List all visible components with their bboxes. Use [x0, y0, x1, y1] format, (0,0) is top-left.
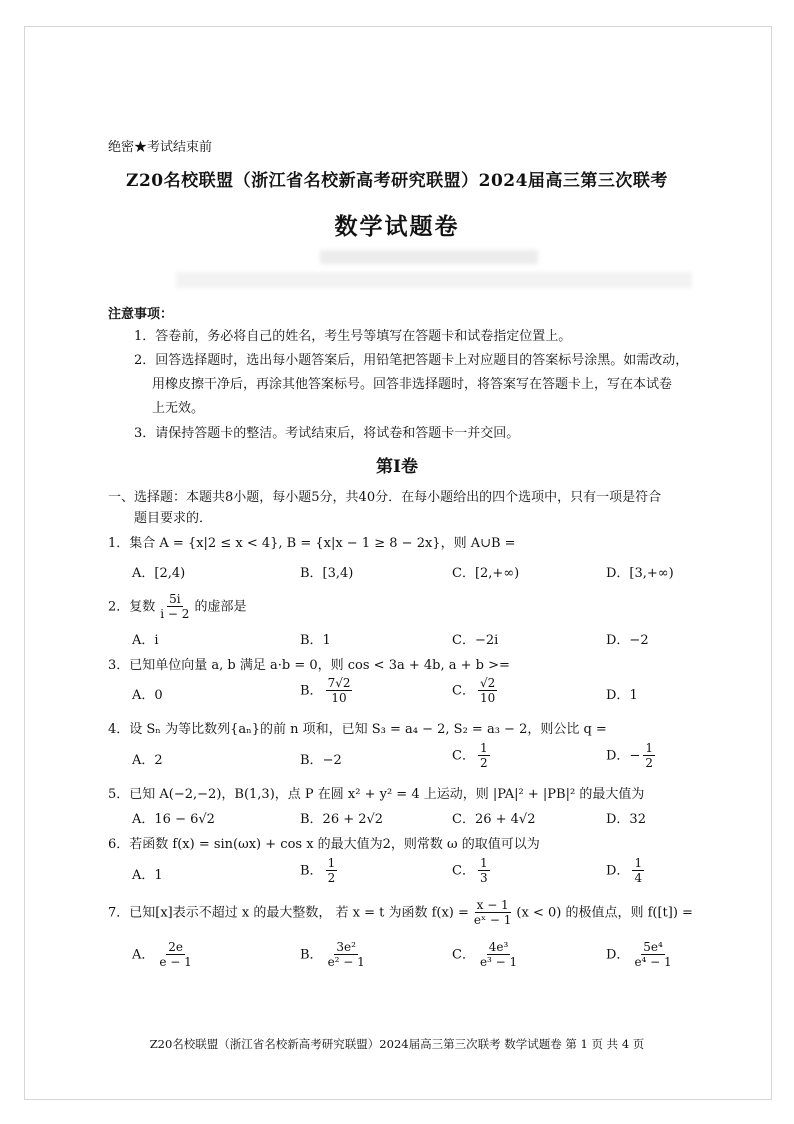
option-label: D．	[606, 947, 630, 963]
option-d: D．−2	[606, 633, 649, 648]
fraction	[326, 676, 353, 706]
option-c	[452, 940, 522, 970]
section-heading: 一、选择题：本题共8小题，每小题5分，共40分．在每小题给出的四个选项中，只有一项是符合	[108, 490, 662, 505]
scan-smudge	[320, 250, 538, 264]
question-stem: 4．设 Sₙ 为等比数列{aₙ}的前 n 项和，已知 S₃ = a₄ − 2, S₂ = a₃ − 2，则公比 q =	[108, 722, 607, 737]
option-c	[452, 856, 493, 886]
fraction-numerator: 4e³	[488, 940, 509, 954]
option-c: C．26 + 4√2	[452, 812, 536, 827]
option-d: D．[3,+∞)	[606, 566, 674, 581]
fraction	[158, 592, 191, 622]
option-d	[606, 684, 638, 703]
fraction-numerator: 5e⁴	[643, 940, 663, 954]
option-value: 2	[154, 753, 163, 768]
fraction-numerator: 5i	[169, 592, 181, 606]
option-c	[452, 741, 493, 771]
option-value: −2	[322, 753, 342, 768]
option-d: D．32	[606, 812, 646, 827]
fraction-numerator: 1	[327, 856, 336, 870]
option-a: A．i	[132, 633, 159, 648]
option-a: A．[2,4)	[132, 566, 186, 581]
option-label: A．	[132, 868, 155, 883]
option-b	[300, 676, 355, 706]
option-label: C．	[452, 863, 475, 879]
option-value: 1	[629, 688, 638, 703]
fraction-numerator: x − 1	[476, 898, 509, 912]
question-stem	[108, 898, 693, 928]
page-footer: Z20名校联盟（浙江省名校新高考研究联盟）2024届高三第三次联考 数学试题卷 第 1 页 共 4 页	[149, 1037, 645, 1051]
option-a	[132, 864, 163, 883]
note-item: 用橡皮擦干净后，再涂其他答案标号。回答非选择题时，将答案写在答题卡上，写在本试卷	[152, 377, 673, 392]
option-label: B．	[300, 863, 323, 879]
fraction-numerator: 3e²	[336, 940, 356, 954]
option-value: 0	[154, 688, 163, 703]
option-value: 1	[154, 868, 163, 883]
option-label: D．	[606, 863, 630, 879]
fraction	[478, 741, 490, 771]
fraction-denominator: 2	[479, 756, 488, 771]
option-sign: −	[629, 748, 641, 764]
note-item: 上无效。	[152, 401, 205, 416]
option-label: A．	[132, 753, 155, 768]
document-title: 数学试题卷	[334, 213, 460, 240]
option-label: B．	[300, 947, 323, 963]
option-c: C．−2i	[452, 633, 499, 648]
option-label: C．	[452, 683, 475, 699]
option-b: B．26 + 2√2	[300, 812, 384, 827]
fraction-denominator: e⁴ − 1	[634, 955, 672, 970]
option-label: B．	[300, 683, 323, 699]
fraction-denominator: 10	[331, 691, 347, 706]
option-d	[606, 741, 658, 771]
option-label: D．	[606, 748, 630, 764]
fraction-denominator: 2	[645, 756, 653, 771]
stem-text: 2．复数	[108, 599, 156, 615]
question-stem: 6．若函数 f(x) = sin(ωx) + cos x 的最大值为2，则常数 ω 的取值可以为	[108, 837, 540, 852]
section-title: 第Ⅰ卷	[376, 457, 418, 477]
option-label: D．	[606, 688, 630, 703]
fraction-numerator: √2	[479, 676, 496, 690]
question-stem: 3．已知单位向量 a, b 满足 a·b = 0，则 cos < 3a + 4b, a + b >=	[108, 658, 510, 673]
fraction	[478, 676, 497, 706]
fraction	[326, 940, 367, 970]
fraction	[472, 898, 514, 928]
fraction-denominator: e² − 1	[327, 955, 365, 970]
fraction	[326, 856, 338, 886]
option-d	[606, 940, 677, 970]
fraction-numerator: 1	[479, 741, 488, 755]
exam-header-title: Z20名校联盟（浙江省名校新高考研究联盟）2024届高三第三次联考	[126, 171, 668, 191]
fraction-denominator: eˣ − 1	[473, 913, 512, 928]
fraction-numerator: 2e	[168, 940, 183, 954]
fraction-denominator: 10	[479, 691, 496, 706]
fraction	[632, 940, 673, 970]
question-stem: 1．集合 A = {x|2 ≤ x < 4}, B = {x|x − 1 ≥ 8 − 2x}，则 A∪B =	[108, 536, 516, 551]
stem-text: (x < 0) 的极值点，则 f([t]) =	[516, 905, 693, 921]
fraction	[478, 856, 490, 886]
option-b	[300, 856, 340, 886]
option-a: A．16 − 6√2	[132, 812, 215, 827]
stem-text: 的虚部是	[194, 599, 247, 615]
fraction	[478, 940, 519, 970]
fraction-denominator: 3	[479, 871, 488, 886]
fraction-numerator: 1	[634, 856, 643, 870]
option-label: A．	[132, 688, 155, 703]
option-a	[132, 749, 163, 768]
section-heading-cont: 题目要求的．	[134, 511, 213, 526]
scan-smudge	[176, 272, 692, 288]
stem-text: 7．已知[x]表示不超过 x 的最大整数， 若 x = t 为函数 f(x) =	[108, 905, 469, 921]
option-c: C．[2,+∞)	[452, 566, 520, 581]
option-a	[132, 684, 163, 703]
note-item: 2．回答选择题时，选出每小题答案后，用铅笔把答题卡上对应题目的答案标号涂黑。如需改动，	[134, 353, 689, 368]
option-b	[300, 749, 342, 768]
fraction-numerator: 1	[645, 741, 653, 755]
notes-heading: 注意事项：	[108, 307, 174, 322]
fraction	[632, 856, 644, 886]
note-item: 3．请保持答题卡的整洁。考试结束后，将试卷和答题卡一并交回。	[134, 426, 520, 441]
question-stem: 5．已知 A(−2,−2)，B(1,3)，点 P 在圆 x² + y² = 4 上运动，则 |PA|² + |PB|² 的最大值为	[108, 787, 645, 802]
option-c	[452, 676, 500, 706]
option-label: C．	[452, 748, 475, 764]
fraction-numerator: 1	[479, 856, 488, 870]
option-label: A．	[132, 947, 155, 963]
fraction-denominator: i − 2	[160, 607, 190, 622]
option-b: B．[3,4)	[300, 566, 354, 581]
fraction-denominator: 4	[634, 871, 643, 886]
question-stem	[108, 592, 246, 622]
option-b	[300, 940, 370, 970]
option-label: C．	[452, 947, 475, 963]
option-b: B．1	[300, 633, 331, 648]
option-d	[606, 856, 647, 886]
fraction-numerator: 7√2	[327, 676, 351, 690]
note-item: 1．答卷前，务必将自己的姓名，考生号等填写在答题卡和试卷指定位置上。	[134, 329, 572, 344]
option-a	[132, 940, 197, 970]
fraction	[157, 940, 193, 970]
option-label: B．	[300, 753, 323, 768]
fraction-denominator: e − 1	[159, 955, 192, 970]
confidential-label: 绝密★考试结束前	[108, 140, 213, 155]
fraction-denominator: e³ − 1	[479, 955, 518, 970]
fraction	[643, 741, 655, 771]
fraction-denominator: 2	[327, 871, 336, 886]
